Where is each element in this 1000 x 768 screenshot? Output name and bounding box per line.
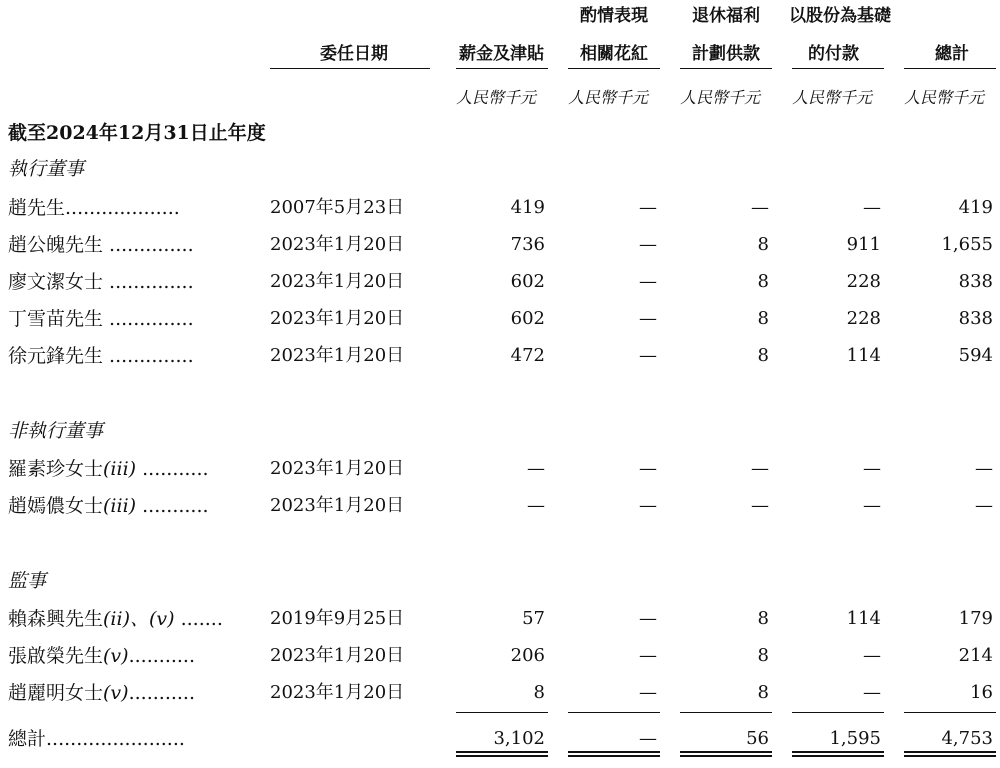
header-appointment-date: 委任日期	[320, 44, 388, 64]
appointment-date: 2023年1月20日	[270, 458, 405, 479]
unit-bonus: 人民幣千元	[568, 88, 649, 107]
salary-cell: 472	[510, 345, 545, 366]
salary-cell: —	[527, 495, 545, 516]
period-heading: 截至2024年12月31日止年度	[8, 122, 266, 144]
total-double-rule-total	[904, 751, 996, 753]
share-payment-cell: 911	[846, 234, 881, 255]
salary-cell: —	[527, 458, 545, 479]
section-supervisors: 監事	[8, 570, 47, 592]
appointment-date: 2023年1月20日	[270, 308, 405, 329]
table-row-name: 羅素珍女士(iii) ...........	[8, 458, 209, 480]
grand-bonus-cell: —	[639, 728, 657, 749]
appointment-date: 2023年1月20日	[270, 271, 405, 292]
header-rule-date	[270, 68, 430, 69]
header-pension-line2: 計劃供款	[692, 44, 760, 64]
total-cell: —	[975, 495, 993, 516]
total-double-rule-salary-2	[456, 755, 548, 757]
total-double-rule-total-2	[904, 755, 996, 757]
pension-cell: 8	[757, 645, 769, 666]
share-payment-cell: 114	[846, 345, 881, 366]
grand-total-cell: 4,753	[941, 728, 993, 749]
total-double-rule-share-2	[792, 755, 884, 757]
total-double-rule-bonus-2	[568, 755, 660, 757]
header-rule-pension	[680, 68, 772, 69]
share-payment-cell: —	[863, 458, 881, 479]
share-payment-cell: —	[863, 645, 881, 666]
salary-cell: 602	[510, 308, 545, 329]
appointment-date: 2023年1月20日	[270, 495, 405, 516]
pension-cell: —	[751, 495, 769, 516]
share-payment-cell: 114	[846, 608, 881, 629]
grand-pension-cell: 56	[746, 728, 769, 749]
share-payment-cell: —	[863, 197, 881, 218]
unit-pension: 人民幣千元	[680, 88, 761, 107]
salary-cell: 57	[522, 608, 545, 629]
pension-cell: —	[751, 197, 769, 218]
table-row-name: 趙嫣儂女士(iii) ...........	[8, 495, 209, 517]
bonus-cell: —	[639, 234, 657, 255]
total-double-rule-salary	[456, 751, 548, 753]
section-non-executive-directors: 非執行董事	[8, 420, 104, 442]
salary-cell: 206	[510, 645, 545, 666]
header-rule-salary	[456, 68, 548, 69]
total-cell: 594	[958, 345, 993, 366]
total-cell: 16	[970, 682, 993, 703]
appointment-date: 2023年1月20日	[270, 345, 405, 366]
grand-share-payment-cell: 1,595	[829, 728, 881, 749]
subtotal-rule-total	[904, 712, 996, 713]
unit-total: 人民幣千元	[904, 88, 985, 107]
total-cell: —	[975, 458, 993, 479]
total-double-rule-bonus	[568, 751, 660, 753]
header-bonus-line2: 相關花紅	[580, 44, 648, 64]
section-executive-directors: 執行董事	[8, 158, 85, 180]
pension-cell: 8	[757, 308, 769, 329]
table-row-name: 趙公魄先生 ..............	[8, 234, 194, 256]
subtotal-rule-pension	[680, 712, 772, 713]
header-salary: 薪金及津貼	[459, 44, 544, 64]
header-bonus-line1: 酌情表現	[580, 6, 648, 26]
bonus-cell: —	[639, 495, 657, 516]
grand-salary-cell: 3,102	[493, 728, 545, 749]
header-rule-share	[792, 68, 884, 69]
subtotal-rule-share	[792, 712, 884, 713]
appointment-date: 2023年1月20日	[270, 682, 405, 703]
table-row-name: 張啟榮先生(v)...........	[8, 645, 196, 667]
total-cell: 838	[958, 308, 993, 329]
bonus-cell: —	[639, 682, 657, 703]
total-cell: 214	[958, 645, 993, 666]
bonus-cell: —	[639, 308, 657, 329]
table-row-name: 廖文潔女士 ..............	[8, 271, 194, 293]
total-double-rule-pension-2	[680, 755, 772, 757]
header-pension-line1: 退休福利	[692, 6, 760, 26]
appointment-date: 2023年1月20日	[270, 645, 405, 666]
total-double-rule-share	[792, 751, 884, 753]
table-row-name: 徐元鋒先生 ..............	[8, 345, 194, 367]
table-row-name: 賴森興先生(ii)、(v) .......	[8, 608, 223, 630]
appointment-date: 2019年9月25日	[270, 608, 405, 629]
total-label: 總計.......................	[8, 728, 185, 750]
bonus-cell: —	[639, 271, 657, 292]
pension-cell: 8	[757, 271, 769, 292]
share-payment-cell: —	[863, 495, 881, 516]
bonus-cell: —	[639, 345, 657, 366]
total-cell: 1,655	[941, 234, 993, 255]
pension-cell: 8	[757, 682, 769, 703]
unit-salary: 人民幣千元	[456, 88, 537, 107]
table-row-name: 丁雪苗先生 ..............	[8, 308, 194, 330]
bonus-cell: —	[639, 458, 657, 479]
table-row-name: 趙麗明女士(v)...........	[8, 682, 196, 704]
share-payment-cell: 228	[846, 308, 881, 329]
total-double-rule-pension	[680, 751, 772, 753]
header-rule-bonus	[568, 68, 660, 69]
appointment-date: 2007年5月23日	[270, 197, 405, 218]
total-cell: 419	[958, 197, 993, 218]
total-cell: 838	[958, 271, 993, 292]
salary-cell: 419	[510, 197, 545, 218]
header-share-line1: 以股份為基礎	[789, 6, 891, 26]
salary-cell: 602	[510, 271, 545, 292]
header-rule-total	[904, 68, 996, 69]
salary-cell: 736	[510, 234, 545, 255]
pension-cell: 8	[757, 608, 769, 629]
total-cell: 179	[958, 608, 993, 629]
bonus-cell: —	[639, 197, 657, 218]
salary-cell: 8	[533, 682, 545, 703]
unit-share: 人民幣千元	[792, 88, 873, 107]
bonus-cell: —	[639, 608, 657, 629]
bonus-cell: —	[639, 645, 657, 666]
header-share-line2: 的付款	[808, 44, 859, 64]
share-payment-cell: —	[863, 682, 881, 703]
pension-cell: 8	[757, 234, 769, 255]
pension-cell: 8	[757, 345, 769, 366]
header-total: 總計	[935, 44, 969, 64]
subtotal-rule-salary	[456, 712, 548, 713]
appointment-date: 2023年1月20日	[270, 234, 405, 255]
subtotal-rule-bonus	[568, 712, 660, 713]
table-row-name: 趙先生...................	[8, 197, 180, 219]
pension-cell: —	[751, 458, 769, 479]
share-payment-cell: 228	[846, 271, 881, 292]
